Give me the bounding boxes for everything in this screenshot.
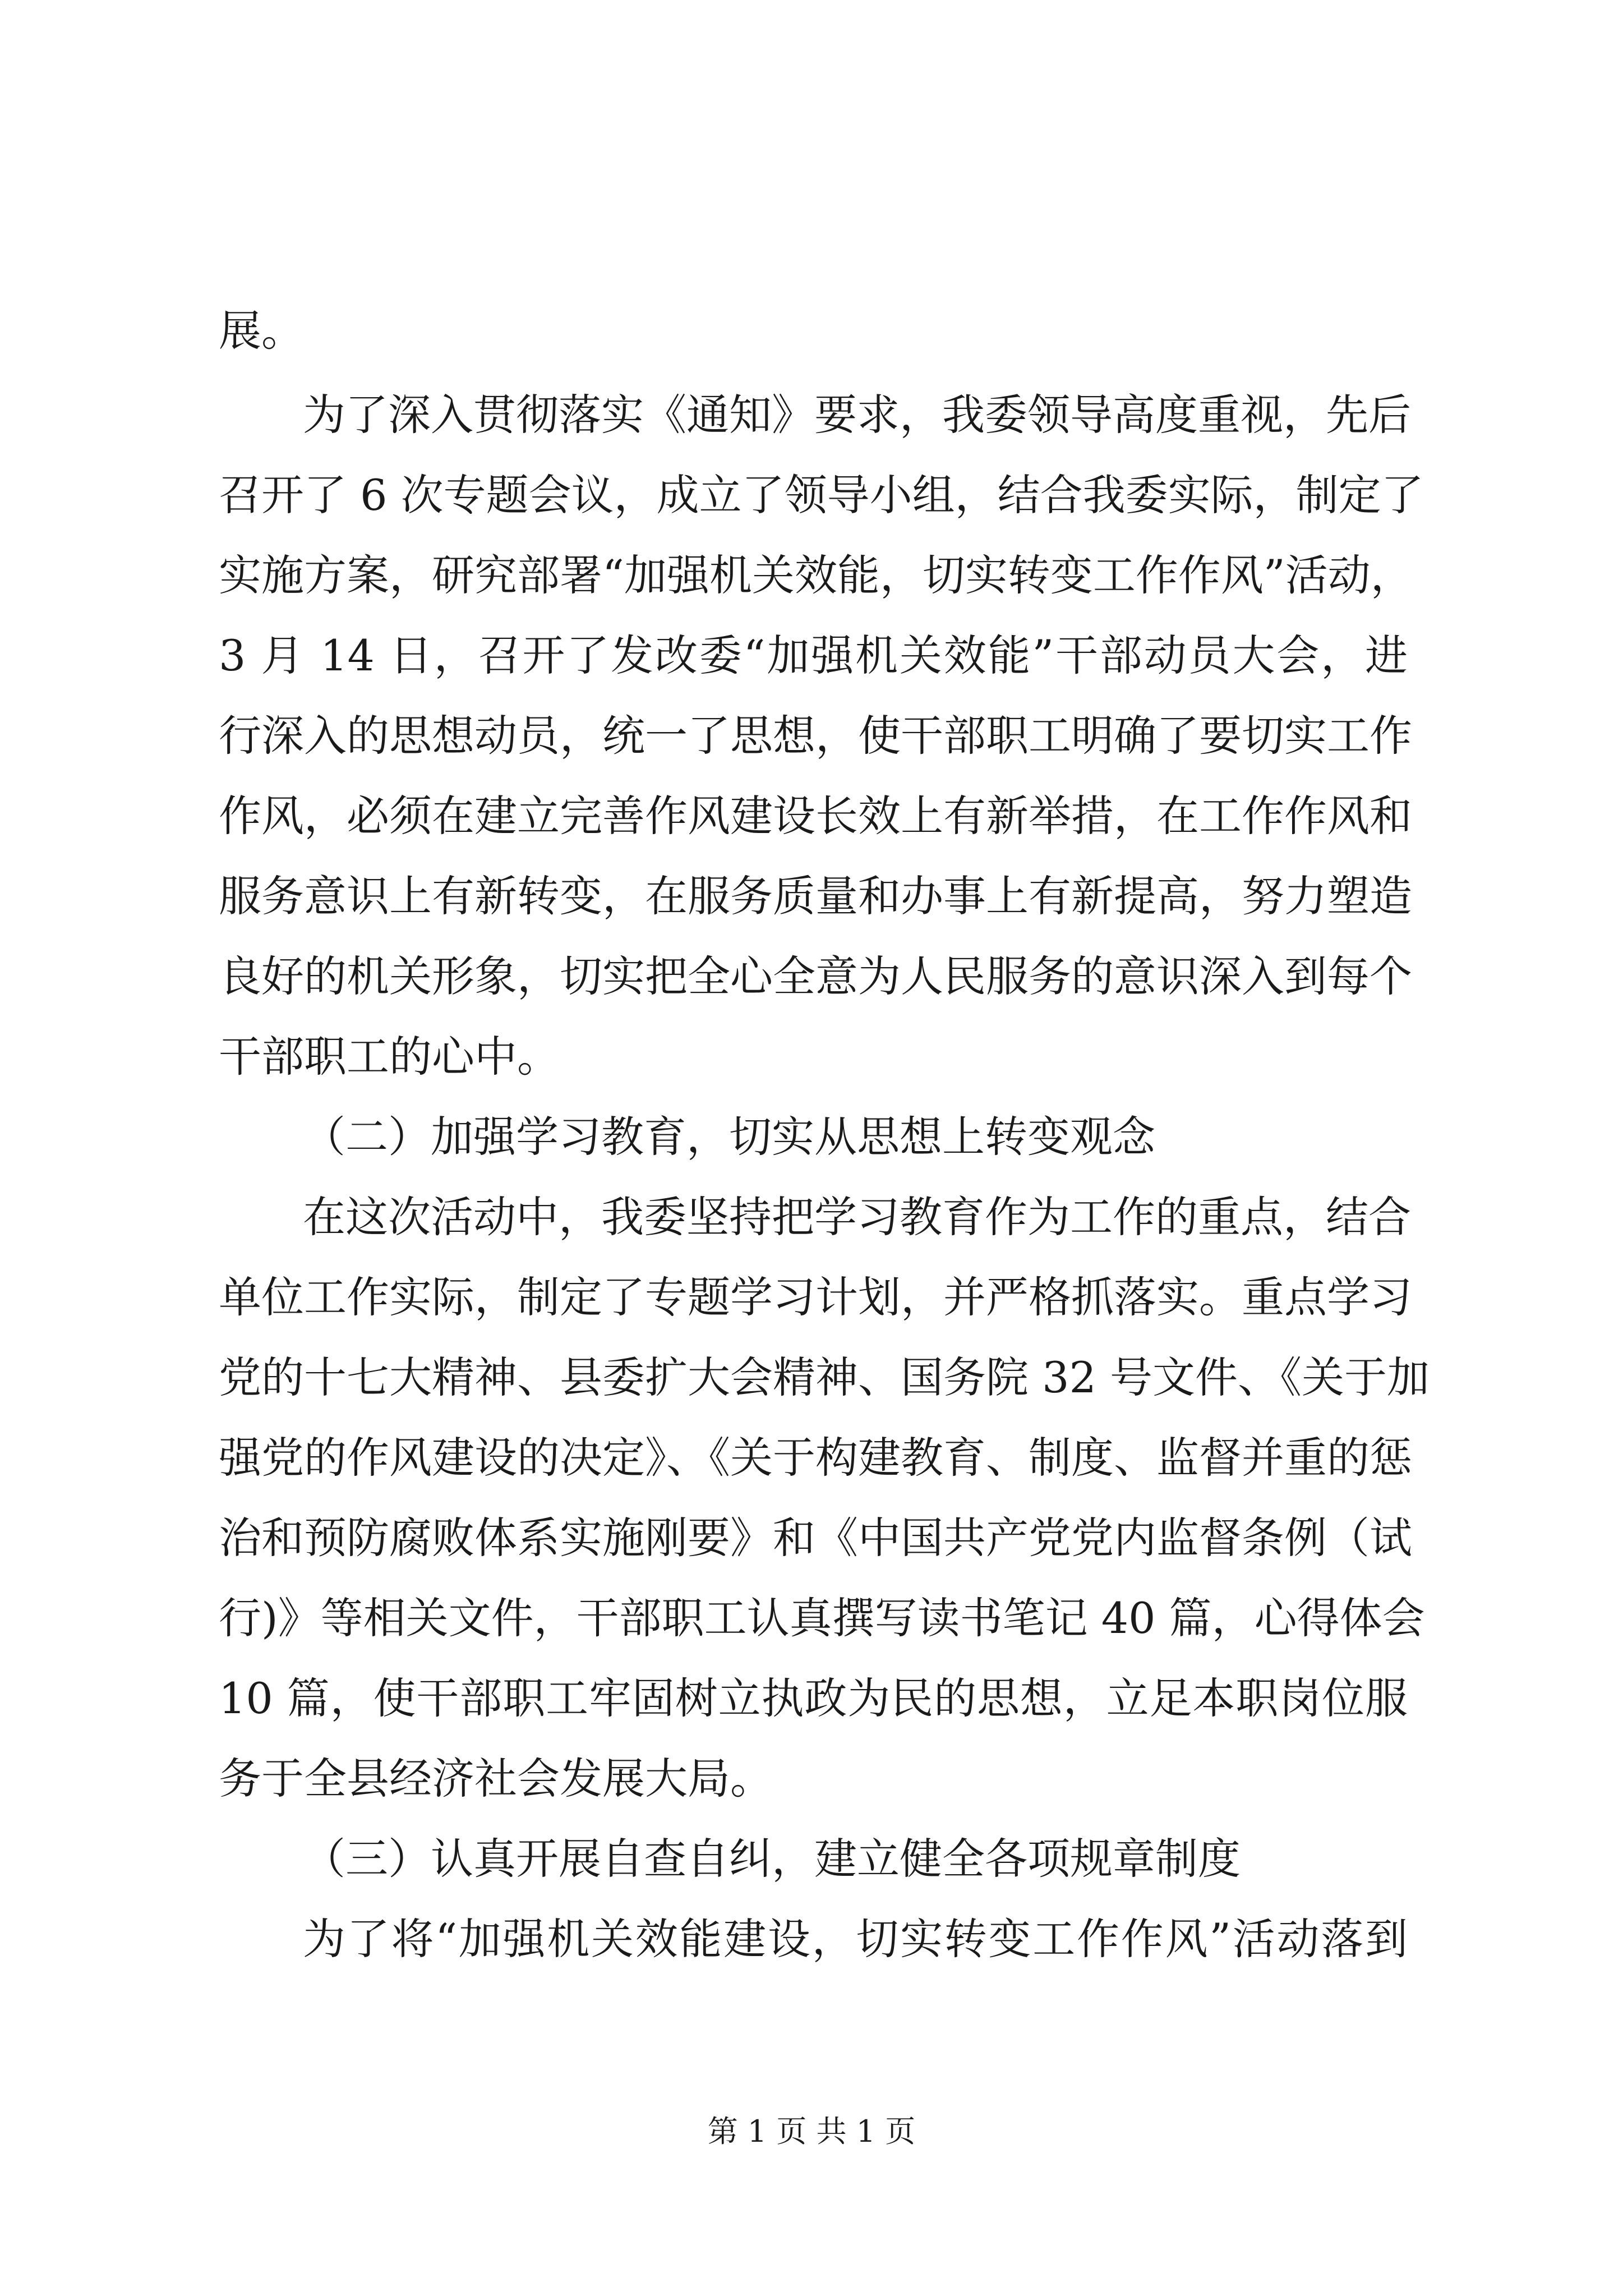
text-line: 召开了 6 次专题会议，成立了领导小组，结合我委实际，制定了 <box>219 470 1424 520</box>
page-footer: 第 1 页 共 1 页 <box>707 2114 916 2149</box>
text-line: 务于全县经济社会发展大局。 <box>219 1754 773 1803</box>
text-line: 服务意识上有新转变，在服务质量和办事上有新提高，努力塑造 <box>219 871 1412 921</box>
text-line: 行)》等相关文件，干部职工认真撰写读书笔记 40 篇，心得体会 <box>219 1593 1425 1643</box>
text-line: 3 月 14 日，召开了发改委“加强机关效能”干部动员大会，进 <box>219 631 1408 680</box>
text-line: 行深入的思想动员，统一了思想，使干部职工明确了要切实工作 <box>219 711 1412 761</box>
text-line: 强党的作风建设的决定》、《关于构建教育、制度、监督并重的惩 <box>219 1433 1412 1483</box>
text-line: 实施方案，研究部署“加强机关效能，切实转变工作作风”活动， <box>219 550 1413 600</box>
text-line: 为了深入贯彻落实《通知》要求，我委领导高度重视，先后 <box>303 390 1411 440</box>
text-line: 作风，必须在建立完善作风建设长效上有新举措，在工作作风和 <box>219 791 1412 841</box>
text-line: 展。 <box>219 306 304 356</box>
section-heading: （二）加强学习教育，切实从思想上转变观念 <box>303 1112 1155 1162</box>
text-line: 党的十七大精神、县委扩大会精神、国务院 32 号文件、《关于加 <box>219 1352 1430 1402</box>
text-line: 单位工作实际，制定了专题学习计划，并严格抓落实。重点学习 <box>219 1272 1412 1322</box>
text-line: 良好的机关形象，切实把全心全意为人民服务的意识深入到每个 <box>219 951 1412 1001</box>
text-line: 为了将“加强机关效能建设，切实转变工作作风”活动落到 <box>303 1914 1408 1964</box>
text-line: 10 篇，使干部职工牢固树立执政为民的思想，立足本职岗位服 <box>219 1673 1408 1723</box>
text-line: 干部职工的心中。 <box>219 1032 560 1082</box>
text-line: 治和预防腐败体系实施刚要》和《中国共产党党内监督条例（试 <box>219 1513 1412 1563</box>
section-heading: （三）认真开展自查自纠，建立健全各项规章制度 <box>303 1834 1241 1884</box>
text-line: 在这次活动中，我委坚持把学习教育作为工作的重点，结合 <box>303 1192 1411 1242</box>
